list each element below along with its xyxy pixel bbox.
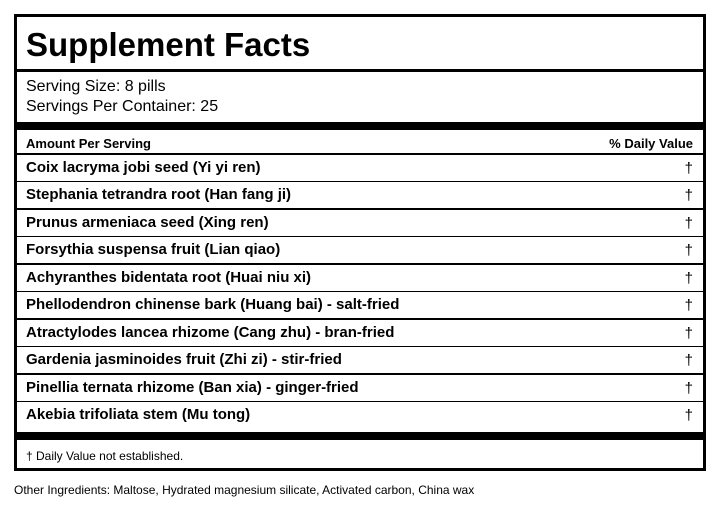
amount-per-serving-header: Amount Per Serving	[26, 136, 151, 151]
daily-value-header: % Daily Value	[609, 136, 693, 151]
ingredient-name: Stephania tetrandra root (Han fang ji)	[26, 186, 292, 203]
ingredient-row	[17, 237, 703, 265]
ingredient-name: Forsythia suspensa fruit (Lian qiao)	[26, 241, 281, 258]
ingredient-row	[17, 347, 703, 375]
serving-size: Serving Size: 8 pills	[26, 78, 166, 95]
ingredient-daily-value: †	[684, 324, 693, 342]
ingredient-row	[17, 182, 703, 210]
ingredient-row	[17, 292, 703, 320]
thick-rule	[17, 122, 703, 130]
ingredient-name: Akebia trifoliata stem (Mu tong)	[26, 406, 251, 423]
ingredient-row	[17, 375, 703, 403]
other-ingredients: Other Ingredients: Maltose, Hydrated magnesium silicate, Activated carbon, China wax	[14, 483, 475, 497]
ingredient-name: Gardenia jasminoides fruit (Zhi zi) - stir-fried	[26, 351, 342, 368]
title-rule	[17, 69, 703, 72]
servings-per-container: Servings Per Container: 25	[26, 98, 219, 115]
ingredient-row	[17, 210, 703, 238]
ingredient-row	[17, 402, 703, 430]
ingredient-row	[17, 265, 703, 293]
daily-value-footnote: † Daily Value not established.	[26, 449, 184, 463]
ingredient-name: Achyranthes bidentata root (Huai niu xi)	[26, 268, 312, 286]
ingredient-daily-value: †	[684, 297, 693, 314]
ingredient-name: Phellodendron chinense bark (Huang bai) - salt-fried	[26, 296, 400, 313]
ingredient-daily-value: †	[684, 352, 693, 369]
ingredient-row	[17, 320, 703, 348]
ingredient-daily-value: †	[684, 242, 693, 259]
ingredient-row	[17, 155, 703, 183]
ingredient-daily-value: †	[684, 214, 693, 232]
ingredient-daily-value: †	[684, 379, 693, 397]
ingredient-name: Pinellia ternata rhizome (Ban xia) - ginger-fried	[26, 378, 359, 396]
supplement-facts-panel	[14, 14, 706, 471]
ingredient-name: Atractylodes lancea rhizome (Cang zhu) - bran-fried	[26, 323, 395, 341]
bottom-thick-rule	[17, 432, 703, 440]
ingredient-daily-value: †	[684, 187, 693, 204]
ingredient-name: Prunus armeniaca seed (Xing ren)	[26, 213, 269, 231]
ingredient-daily-value: †	[684, 407, 693, 424]
ingredient-daily-value: †	[684, 159, 693, 177]
ingredient-daily-value: †	[684, 269, 693, 287]
panel-title: Supplement Facts	[26, 26, 311, 63]
ingredient-name: Coix lacryma jobi seed (Yi yi ren)	[26, 158, 261, 176]
